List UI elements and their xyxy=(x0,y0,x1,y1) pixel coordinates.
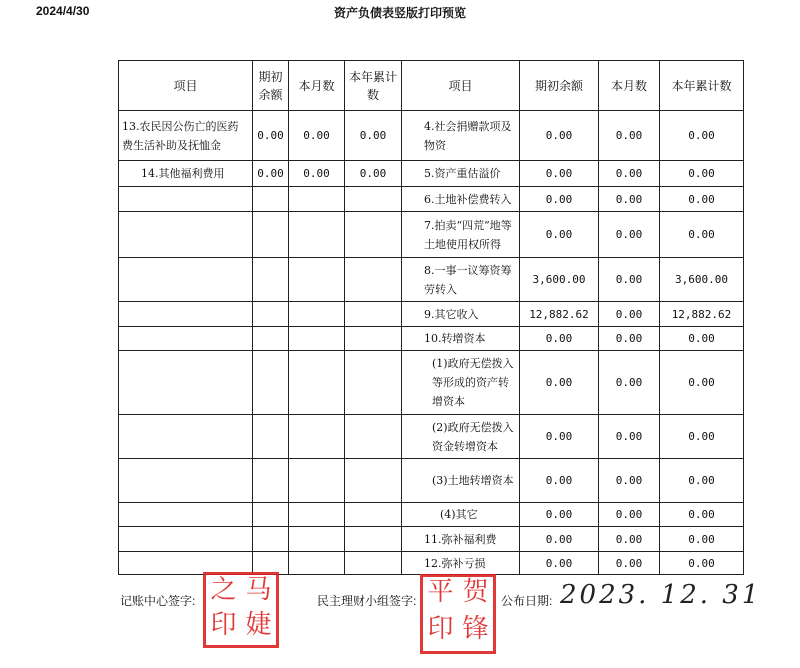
right-item-name: 4.社会捐赠款项及物资 xyxy=(402,111,520,161)
table-row xyxy=(119,415,744,459)
right-month: 0.00 xyxy=(599,302,660,327)
right-item-name: 10.转增资本 xyxy=(402,327,520,351)
table-row xyxy=(119,351,744,415)
stamp-char: 之 xyxy=(210,575,237,605)
right-opening: 0.00 xyxy=(520,327,599,351)
col-header-month-right: 本月数 xyxy=(599,61,660,111)
left-ytd: 0.00 xyxy=(345,111,402,161)
right-month: 0.00 xyxy=(599,187,660,212)
right-ytd: 0.00 xyxy=(660,212,744,258)
right-ytd: 0.00 xyxy=(660,187,744,212)
publish-date-label: 公布日期: xyxy=(501,594,553,608)
right-item-name: 9.其它收入 xyxy=(402,302,520,327)
col-header-opening-right: 期初余额 xyxy=(520,61,599,111)
stamp-char: 印 xyxy=(427,614,454,644)
left-ytd: 0.00 xyxy=(345,161,402,187)
accounting-seal-stamp xyxy=(203,572,279,648)
table-row xyxy=(119,302,744,327)
right-ytd: 0.00 xyxy=(660,351,744,415)
right-month: 0.00 xyxy=(599,351,660,415)
table-row xyxy=(119,459,744,503)
right-month: 0.00 xyxy=(599,503,660,527)
right-month: 0.00 xyxy=(599,327,660,351)
right-opening: 12,882.62 xyxy=(520,302,599,327)
right-item-name: (4)其它 xyxy=(402,503,520,527)
right-month: 0.00 xyxy=(599,415,660,459)
right-ytd: 3,600.00 xyxy=(660,258,744,302)
right-ytd: 0.00 xyxy=(660,327,744,351)
right-opening: 0.00 xyxy=(520,415,599,459)
stamp-char: 婕 xyxy=(245,610,272,640)
right-ytd: 0.00 xyxy=(660,161,744,187)
right-opening: 3,600.00 xyxy=(520,258,599,302)
right-item-name: 7.拍卖“四荒”地等土地使用权所得 xyxy=(402,212,520,258)
handwritten-publish-date: 2023. 12. 31 xyxy=(560,580,762,610)
right-month: 0.00 xyxy=(599,527,660,552)
right-item-name: (2)政府无偿拨入资金转增资本 xyxy=(402,415,520,459)
committee-seal-stamp xyxy=(420,574,496,654)
col-header-ytd-left: 本年累计数 xyxy=(345,61,402,111)
right-item-name: (1)政府无偿拨入等形成的资产转增资本 xyxy=(402,351,520,415)
stamp-char: 印 xyxy=(210,610,237,640)
left-opening: 0.00 xyxy=(253,111,289,161)
table-row xyxy=(119,527,744,552)
stamp-char: 平 xyxy=(427,577,454,607)
table-row xyxy=(119,503,744,527)
right-opening: 0.00 xyxy=(520,552,599,575)
right-opening: 0.00 xyxy=(520,351,599,415)
right-item-name: (3)土地转增资本 xyxy=(402,459,520,503)
stamp-char: 锋 xyxy=(462,614,489,644)
signature-footer xyxy=(0,575,800,658)
right-item-name: 11.弥补福利费 xyxy=(402,527,520,552)
right-month: 0.00 xyxy=(599,161,660,187)
right-month: 0.00 xyxy=(599,111,660,161)
right-opening: 0.00 xyxy=(520,161,599,187)
table-header-row xyxy=(119,61,744,111)
left-month: 0.00 xyxy=(289,111,345,161)
right-ytd: 0.00 xyxy=(660,552,744,575)
right-item-name: 5.资产重估溢价 xyxy=(402,161,520,187)
right-ytd: 0.00 xyxy=(660,527,744,552)
page-title: 资产负债表竖版打印预览 xyxy=(333,6,466,20)
stamp-char: 马 xyxy=(245,575,272,605)
left-item-name: 14.其他福利费用 xyxy=(119,161,253,187)
right-ytd: 0.00 xyxy=(660,415,744,459)
left-month: 0.00 xyxy=(289,161,345,187)
col-header-month-left: 本月数 xyxy=(289,61,345,111)
right-month: 0.00 xyxy=(599,212,660,258)
left-opening: 0.00 xyxy=(253,161,289,187)
table-row xyxy=(119,258,744,302)
right-opening: 0.00 xyxy=(520,503,599,527)
right-opening: 0.00 xyxy=(520,527,599,552)
right-month: 0.00 xyxy=(599,459,660,503)
right-ytd: 0.00 xyxy=(660,111,744,161)
table-row xyxy=(119,327,744,351)
col-header-item-right: 项目 xyxy=(402,61,520,111)
right-opening: 0.00 xyxy=(520,459,599,503)
table-row xyxy=(119,187,744,212)
left-item-name: 13.农民因公伤亡的医药费生活补助及抚恤金 xyxy=(119,111,253,161)
right-item-name: 8.一事一议筹资筹劳转入 xyxy=(402,258,520,302)
right-opening: 0.00 xyxy=(520,212,599,258)
right-month: 0.00 xyxy=(599,258,660,302)
col-header-ytd-right: 本年累计数 xyxy=(660,61,744,111)
right-opening: 0.00 xyxy=(520,111,599,161)
table-row xyxy=(119,212,744,258)
right-ytd: 12,882.62 xyxy=(660,302,744,327)
right-ytd: 0.00 xyxy=(660,459,744,503)
col-header-opening-left: 期初余额 xyxy=(253,61,289,111)
print-date: 2024/4/30 xyxy=(36,4,90,18)
balance-sheet-table xyxy=(118,60,744,575)
accounting-center-label: 记账中心签字: xyxy=(120,594,196,608)
right-item-name: 12.弥补亏损 xyxy=(402,552,520,575)
col-header-item-left: 项目 xyxy=(119,61,253,111)
table-row xyxy=(119,111,744,161)
right-item-name: 6.土地补偿费转入 xyxy=(402,187,520,212)
right-ytd: 0.00 xyxy=(660,503,744,527)
table-row xyxy=(119,161,744,187)
right-opening: 0.00 xyxy=(520,187,599,212)
stamp-char: 贺 xyxy=(462,577,489,607)
finance-committee-label: 民主理财小组签字: xyxy=(317,594,417,608)
right-month: 0.00 xyxy=(599,552,660,575)
